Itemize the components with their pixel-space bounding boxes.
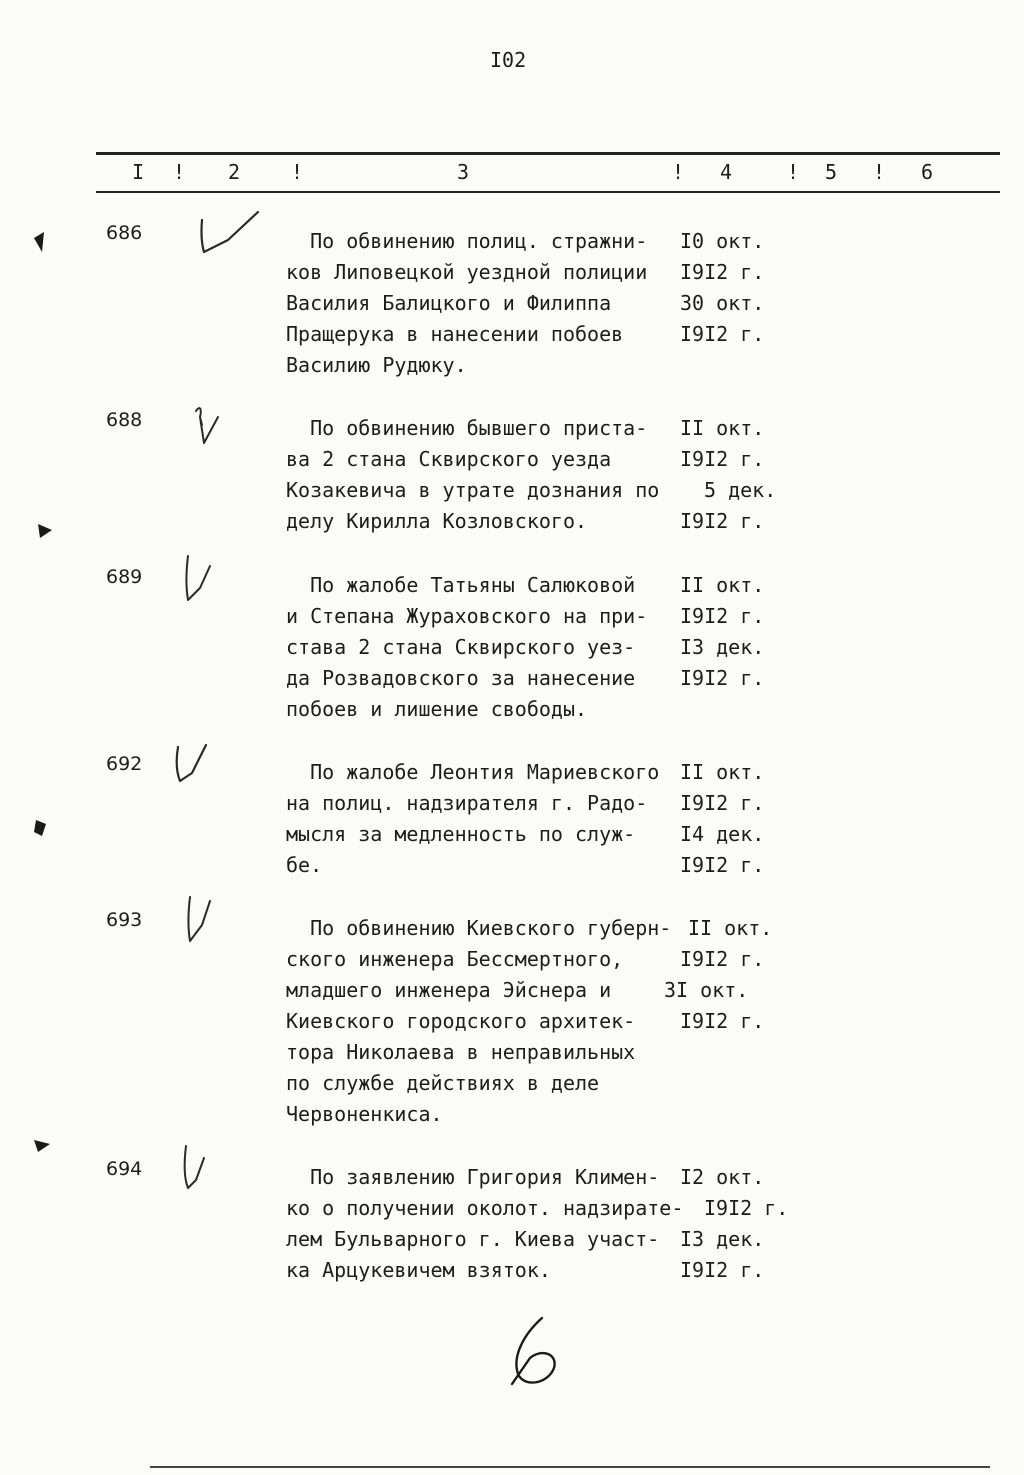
case-dates [680, 1162, 788, 1286]
date-line: I9I2 г. [680, 447, 765, 471]
header-top-rule [96, 152, 1000, 155]
description-line: По обвинению Киевского губерн- [286, 916, 672, 940]
description-line: ва 2 стана Сквирского уезда [286, 447, 612, 471]
case-description [286, 226, 647, 381]
case-number: 694 [106, 1158, 143, 1180]
date-line: I9I2 г. [680, 666, 765, 690]
description-line: Василия Балицкого и Филиппа [286, 291, 612, 315]
case-number: 692 [106, 753, 143, 775]
column-separator: ! [787, 160, 800, 184]
description-line: тора Николаева в неправильных [286, 1040, 636, 1064]
description-line: по службе действиях в деле [286, 1071, 600, 1095]
check-mark-icon [174, 1144, 224, 1204]
column-separator: ! [173, 160, 186, 184]
date-line: II окт. [680, 573, 765, 597]
description-line: По заявлению Григория Климен- [286, 1165, 660, 1189]
date-line: I9I2 г. [680, 947, 765, 971]
date-line: I2 окт. [680, 1165, 765, 1189]
check-mark-icon [188, 395, 238, 455]
date-line: II окт. [688, 916, 773, 940]
date-line: I9I2 г. [680, 1009, 765, 1033]
description-line: и Степана Жураховского на при- [286, 604, 648, 628]
description-line: мысля за медленность по служ- [286, 822, 636, 846]
case-number: 686 [106, 222, 143, 244]
description-line: Пращерука в нанесении побоев [286, 322, 624, 346]
date-line: I3 дек. [680, 1227, 765, 1251]
date-line: I9I2 г. [680, 791, 765, 815]
description-line: става 2 стана Сквирского уез- [286, 635, 636, 659]
description-line: ков Липовецкой уездной полиции [286, 260, 648, 284]
case-dates [664, 913, 773, 1037]
column-header-1: I [132, 160, 145, 184]
date-line: I3 дек. [680, 635, 765, 659]
description-line: лем Бульварного г. Киева участ- [286, 1227, 660, 1251]
header-bottom-rule [96, 191, 1000, 193]
date-line: I9I2 г. [680, 1258, 765, 1282]
punch-hole-mark-icon [30, 1134, 54, 1156]
date-line: I0 окт. [680, 229, 765, 253]
page-number: I02 [490, 48, 527, 72]
date-line: I9I2 г. [680, 604, 765, 628]
description-line: Василию Рудюку. [286, 353, 467, 377]
punch-hole-mark-icon [30, 816, 50, 840]
check-mark-icon [178, 895, 228, 955]
case-number: 689 [106, 566, 143, 588]
column-header-4: 4 [720, 160, 733, 184]
column-separator: ! [291, 160, 304, 184]
date-line: I9I2 г. [680, 509, 765, 533]
case-description [286, 413, 659, 537]
case-dates [680, 757, 764, 881]
description-line: да Розвадовского за нанесение [286, 666, 636, 690]
description-line: побоев и лишение свободы. [286, 697, 588, 721]
column-header-5: 5 [825, 160, 838, 184]
case-dates [680, 413, 776, 537]
description-line: По обвинению бывшего приста- [286, 416, 648, 440]
column-header-6: 6 [921, 160, 934, 184]
description-line: младшего инженера Эйснера и [286, 978, 612, 1002]
description-line: По жалобе Татьяны Салюковой [286, 573, 636, 597]
column-header-row [0, 160, 1024, 184]
case-description [286, 757, 659, 881]
date-line: I9I2 г. [680, 322, 765, 346]
check-mark-icon [176, 552, 226, 612]
description-line: По обвинению полиц. стражни- [286, 229, 648, 253]
date-line: II окт. [680, 416, 765, 440]
column-separator: ! [672, 160, 685, 184]
column-separator: ! [873, 160, 886, 184]
date-line: 5 дек. [704, 478, 777, 502]
description-line: ко о получении околот. надзирате- [286, 1196, 684, 1220]
check-mark-icon [170, 739, 220, 795]
date-line: I9I2 г. [680, 853, 765, 877]
case-description [286, 570, 647, 725]
case-description [286, 913, 671, 1130]
description-line: По жалобе Леонтия Мариевского [286, 760, 660, 784]
bottom-edge-line [150, 1466, 990, 1468]
date-line: I9I2 г. [680, 260, 765, 284]
case-dates [680, 226, 764, 350]
date-line: I4 дек. [680, 822, 765, 846]
punch-hole-mark-icon [30, 228, 48, 254]
description-line: бе. [286, 853, 323, 877]
punch-hole-mark-icon [34, 518, 56, 542]
description-line: Киевского городского архитек- [286, 1009, 636, 1033]
check-mark-icon [196, 208, 266, 258]
description-line: ка Арцукевичем взяток. [286, 1258, 551, 1282]
case-number: 693 [106, 909, 143, 931]
handwritten-numeral-6-icon [502, 1312, 582, 1392]
description-line: Козакевича в утрате дознания по [286, 478, 660, 502]
date-line: 3I окт. [664, 978, 749, 1002]
date-line: 30 окт. [680, 291, 765, 315]
date-line: II окт. [680, 760, 765, 784]
case-number: 688 [106, 409, 143, 431]
description-line: на полиц. надзирателя г. Радо- [286, 791, 648, 815]
date-line: I9I2 г. [704, 1196, 789, 1220]
case-dates [680, 570, 764, 694]
description-line: ского инженера Бессмертного, [286, 947, 624, 971]
description-line: делу Кирилла Козловского. [286, 509, 588, 533]
case-description [286, 1162, 683, 1286]
description-line: Червоненкиса. [286, 1102, 443, 1126]
column-header-3: 3 [457, 160, 470, 184]
column-header-2: 2 [228, 160, 241, 184]
